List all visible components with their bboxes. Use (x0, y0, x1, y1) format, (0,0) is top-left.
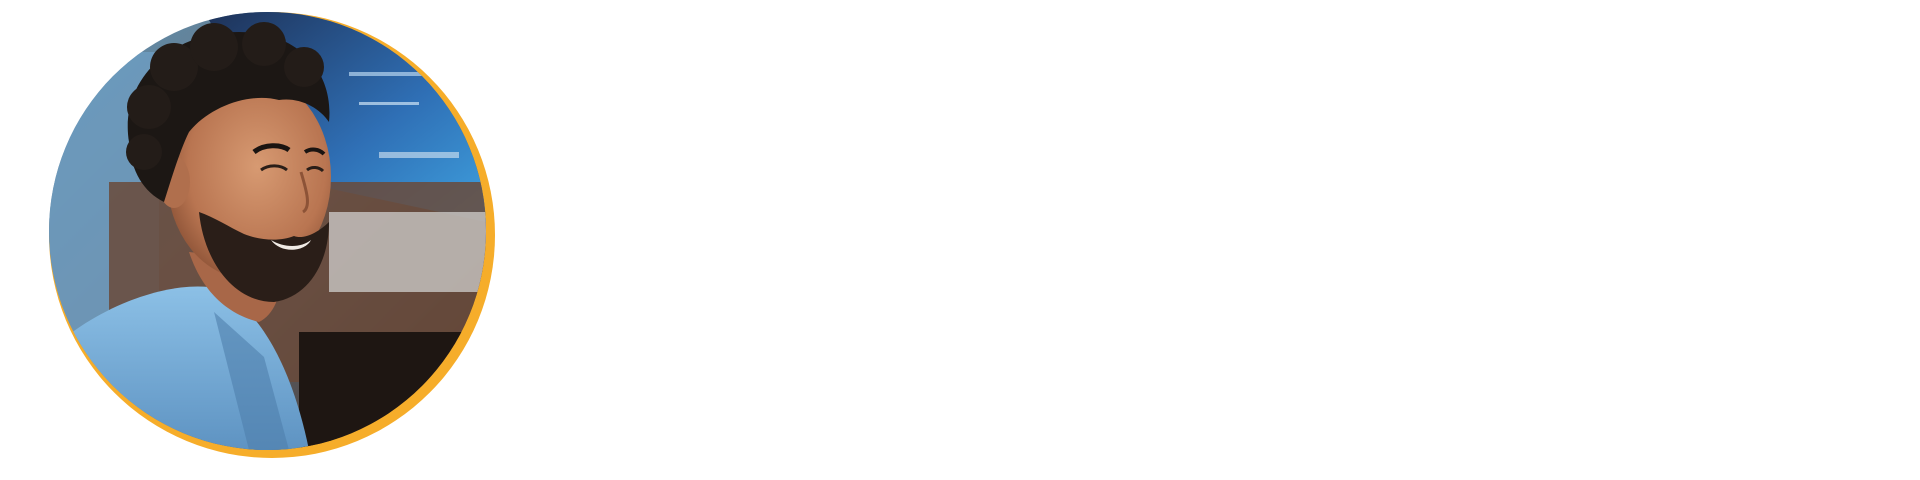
avatar (49, 12, 486, 450)
portrait-photo (49, 12, 486, 450)
